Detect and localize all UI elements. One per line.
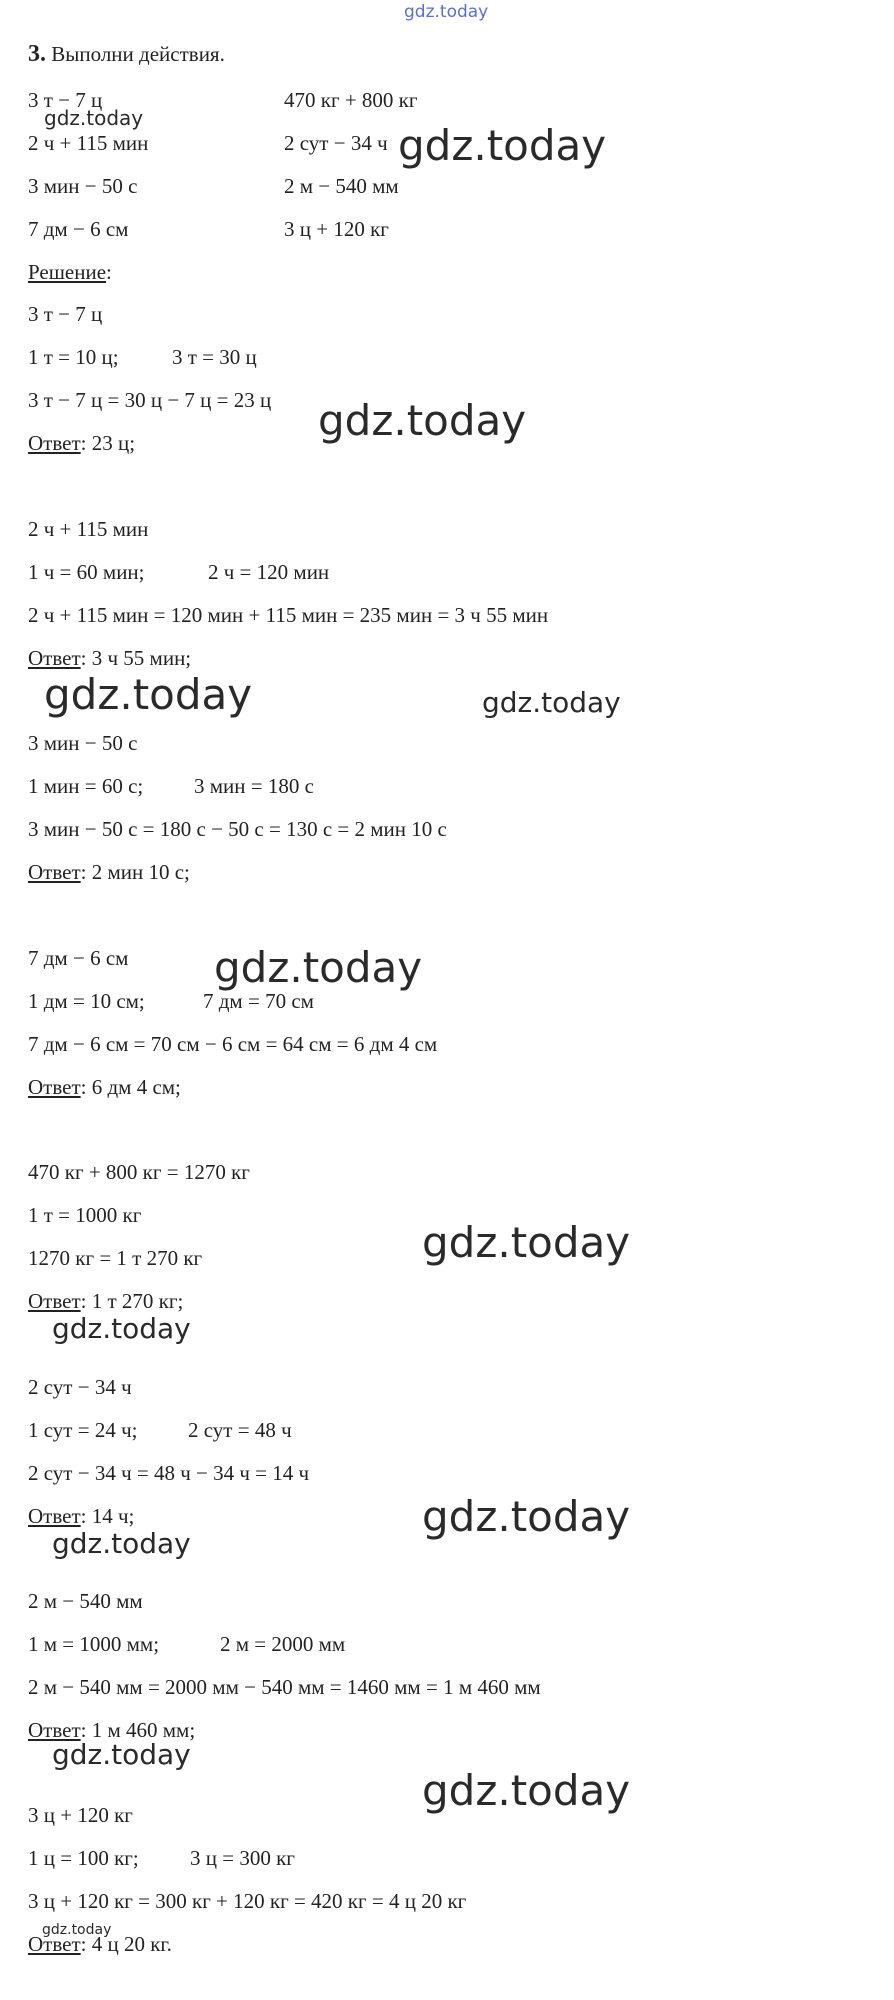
answer-value: : 4 ц 20 кг. [80, 1932, 172, 1956]
watermark: gdz.today [52, 1738, 191, 1771]
watermark: gdz.today [422, 1218, 631, 1267]
task-expression: 7 дм − 6 см [28, 217, 129, 241]
block-answer [28, 1504, 134, 1528]
block-calculation: 3 ц + 120 кг = 300 кг + 120 кг = 420 кг = 4 ц 20 кг [28, 1889, 467, 1913]
answer-label: Ответ [28, 1504, 81, 1528]
block-expression: 470 кг + 800 кг = 1270 кг [28, 1160, 250, 1184]
block-conversion: 2 сут = 48 ч [188, 1418, 292, 1442]
watermark: gdz.today [398, 121, 607, 170]
answer-value: : 1 т 270 кг; [80, 1289, 184, 1313]
block-conversion: 1 ч = 60 мин; [28, 560, 145, 584]
block-expression: 3 ц + 120 кг [28, 1803, 133, 1827]
answer-label: Ответ [28, 860, 81, 884]
answer-label: Ответ [28, 1289, 81, 1313]
block-answer [28, 1075, 181, 1099]
task-expression: 470 кг + 800 кг [284, 88, 418, 112]
block-expression: 2 ч + 115 мин [28, 517, 149, 541]
block-calculation: 2 сут − 34 ч = 48 ч − 34 ч = 14 ч [28, 1461, 310, 1485]
answer-value: : 1 м 460 мм; [80, 1718, 196, 1742]
answer-label: Ответ [28, 1932, 81, 1956]
watermark: gdz.today [42, 1922, 112, 1938]
watermark: gdz.today [52, 1527, 191, 1560]
task-heading [28, 42, 225, 66]
watermark: gdz.today [44, 670, 253, 719]
block-conversion: 2 ч = 120 мин [208, 560, 330, 584]
watermark: gdz.today [482, 686, 621, 719]
task-expression: 2 м − 540 мм [284, 174, 399, 198]
solution-heading: Решение: [28, 260, 112, 284]
block-conversion: 1 дм = 10 см; [28, 989, 145, 1013]
block-answer [28, 646, 191, 670]
task-expression: 2 сут − 34 ч [284, 131, 388, 155]
block-expression: 7 дм − 6 см [28, 946, 129, 970]
block-conversion: 3 ц = 300 кг [190, 1846, 295, 1870]
answer-value: : 2 мин 10 с; [80, 860, 190, 884]
block-expression: 3 т − 7 ц [28, 302, 103, 326]
watermark: gdz.today [214, 943, 423, 992]
block-conversion: 1 м = 1000 мм; [28, 1632, 160, 1656]
answer-label: Ответ [28, 431, 81, 455]
watermark: gdz.today [52, 1312, 191, 1345]
watermark: gdz.today [422, 1492, 631, 1541]
task-expression: 3 мин − 50 с [28, 174, 138, 198]
solution-label: Решение [28, 260, 107, 284]
watermark: gdz.today [44, 106, 144, 130]
task-expression: 3 ц + 120 кг [284, 217, 389, 241]
task-expression: 3 т − 7 ц [28, 88, 103, 112]
block-conversion: 1 т = 1000 кг [28, 1203, 142, 1227]
block-conversion: 3 мин = 180 с [194, 774, 314, 798]
block-answer [28, 1289, 183, 1313]
block-calculation: 2 ч + 115 мин = 120 мин + 115 мин = 235 мин = 3 ч 55 мин [28, 603, 549, 627]
answer-label: Ответ [28, 1718, 81, 1742]
block-expression: 2 м − 540 мм [28, 1589, 143, 1613]
block-conversion: 7 дм = 70 см [203, 989, 314, 1013]
watermark: gdz.today [318, 396, 527, 445]
block-expression: 3 мин − 50 с [28, 731, 138, 755]
task-title: Выполни действия. [51, 42, 225, 66]
block-conversion: 2 м = 2000 мм [220, 1632, 346, 1656]
block-conversion: 1 т = 10 ц; [28, 345, 119, 369]
block-answer [28, 860, 190, 884]
answer-value: : 23 ц; [80, 431, 136, 455]
task-expression: 2 ч + 115 мин [28, 131, 149, 155]
block-conversion: 1 мин = 60 с; [28, 774, 144, 798]
answer-label: Ответ [28, 1075, 81, 1099]
block-calculation: 3 мин − 50 с = 180 с − 50 с = 130 с = 2 мин 10 с [28, 817, 447, 841]
answer-value: : 3 ч 55 мин; [80, 646, 192, 670]
block-calculation: 2 м − 540 мм = 2000 мм − 540 мм = 1460 мм = 1 м 460 мм [28, 1675, 541, 1699]
block-calculation: 7 дм − 6 см = 70 см − 6 см = 64 см = 6 дм 4 см [28, 1032, 438, 1056]
block-calculation: 3 т − 7 ц = 30 ц − 7 ц = 23 ц [28, 388, 272, 412]
task-number: 3. [28, 41, 46, 67]
watermark: gdz.today [422, 1766, 631, 1815]
answer-value: : 14 ч; [80, 1504, 135, 1528]
block-expression: 2 сут − 34 ч [28, 1375, 132, 1399]
block-calculation: 1270 кг = 1 т 270 кг [28, 1246, 203, 1270]
block-conversion: 1 ц = 100 кг; [28, 1846, 139, 1870]
answer-value: : 6 дм 4 см; [80, 1075, 181, 1099]
block-answer [28, 431, 135, 455]
answer-label: Ответ [28, 646, 81, 670]
watermark-top: gdz.today [404, 2, 489, 22]
block-conversion: 3 т = 30 ц [172, 345, 257, 369]
block-conversion: 1 сут = 24 ч; [28, 1418, 138, 1442]
